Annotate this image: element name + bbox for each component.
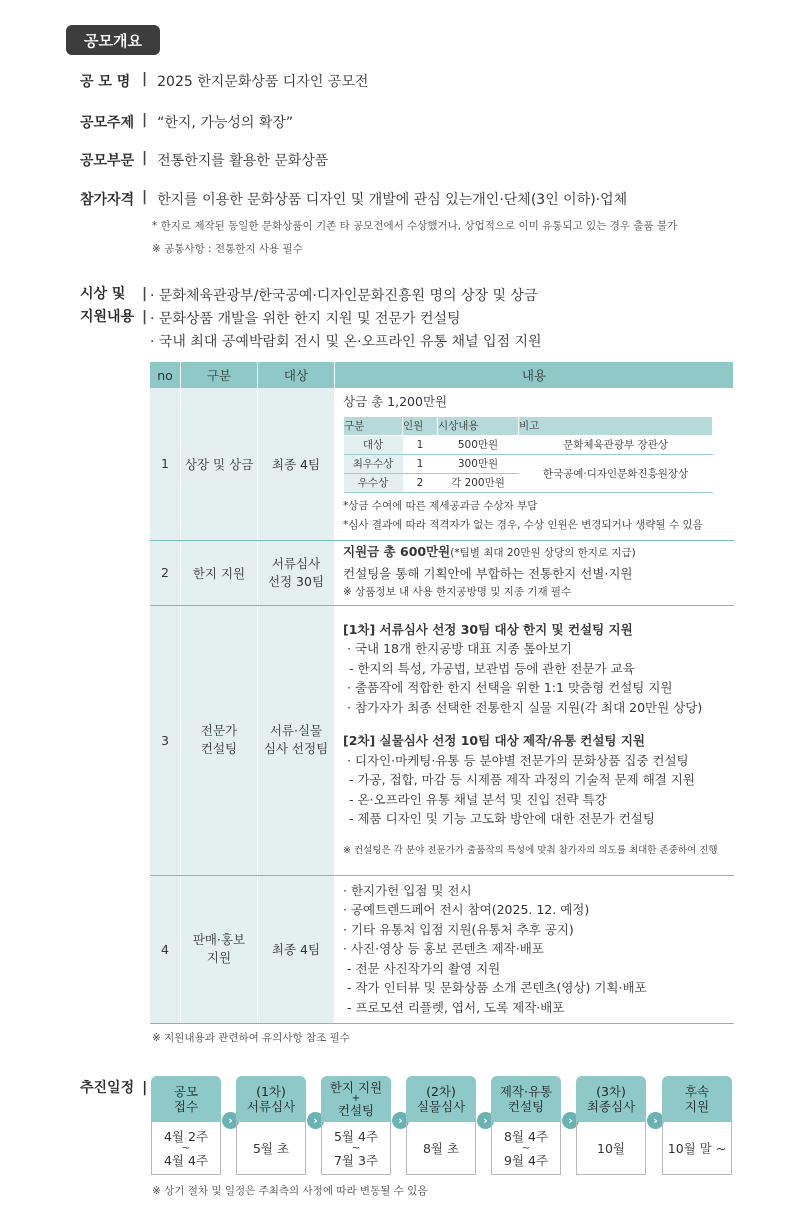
phase2-item: · 디자인·마케팅·유통 등 분야별 전문가의 문화상품 집중 컨설팅	[347, 752, 689, 768]
prize-header: 구분	[344, 416, 403, 435]
table-header: 대상	[258, 362, 335, 388]
overview-value: 한지를 이용한 문화상품 디자인 및 개발에 관심 있는개인·단체(3인 이하)·업체	[157, 192, 628, 208]
overview-category-row: 공모부문 | 전통한지를 활용한 문화상품	[80, 150, 329, 169]
schedule-step: 공모 접수 4월 2주 ~ 4월 4주	[151, 1076, 221, 1175]
table-header: no	[150, 362, 181, 388]
overview-theme-row: 공모주제 | “한지, 가능성의 확장”	[80, 112, 294, 131]
table-header: 내용	[335, 362, 734, 388]
overview-label: 참가자격	[80, 192, 135, 208]
promo-item: - 작가 인터뷰 및 문화상품 소개 콘텐츠(영상) 기획·배포	[347, 980, 647, 996]
schedule-step: 후속 지원 10월 말 ~	[662, 1076, 732, 1175]
prize-note: *심사 결과에 따라 적격자가 없는 경우, 수상 인원은 변경되거나 생략될 수 있음	[343, 519, 703, 531]
prize-row: 최우수상 1 300만원 한국공예·디자인문화진흥원장상	[344, 454, 713, 473]
overview-value: 전통한지를 활용한 문화상품	[157, 153, 329, 169]
row-no: 1	[150, 388, 181, 540]
phase2-title: [2차] 실물심사 선정 10팀 대상 제작/유통 컨설팅 지원	[343, 733, 645, 749]
consulting-note: ※ 컨설팅은 각 분야 전문가가 출품작의 특성에 맞춰 참가자의 의도를 최대한 존중하여 진행	[343, 844, 718, 856]
row-type: 전문가 컨설팅	[181, 605, 258, 875]
overview-label: 공모주제	[80, 115, 135, 131]
table-row	[150, 388, 734, 540]
table-row	[150, 605, 734, 875]
eligibility-note: * 한지로 제작된 동일한 문화상품이 기존 타 공모전에서 수상했거나, 상업적으로 이미 유통되고 있는 경우 출품 불가	[152, 220, 678, 232]
section-badge: 공모개요	[66, 25, 160, 55]
phase1-item: · 국내 18개 한지공방 대표 지종 톺아보기	[347, 641, 572, 657]
schedule-label: 추진일정 |	[80, 1080, 148, 1096]
phase2-item: - 가공, 접합, 마감 등 시제품 제작 과정의 기술적 문제 해결 지원	[349, 772, 695, 788]
row-target: 서류·실물 심사 선정팀	[258, 605, 335, 875]
schedule-footnote: ※ 상기 절차 및 일정은 주최측의 사정에 따라 변동될 수 있음	[152, 1185, 428, 1197]
row-type: 한지 지원	[181, 540, 258, 605]
promo-item: · 공예트렌드페어 전시 참여(2025. 12. 예정)	[343, 902, 590, 918]
phase1-item: · 출품작에 적합한 한지 선택을 위한 1:1 맞춤형 컨설팅 지원	[347, 680, 673, 696]
promo-item: · 사진·영상 등 홍보 콘텐츠 제작·배포	[343, 941, 544, 957]
phase1-item: · 참가자가 최종 선택한 전통한지 실물 지원(각 최대 20만원 상당)	[347, 699, 703, 715]
row-target: 최종 4팀	[258, 388, 335, 540]
schedule-step: (3차) 최종심사 10월	[576, 1076, 646, 1175]
chevron-right-icon: ›	[477, 1112, 494, 1129]
prize-header: 인원	[403, 416, 438, 435]
overview-name-row: 공 모 명 | 2025 한지문화상품 디자인 공모전	[80, 71, 369, 90]
row-content	[335, 540, 734, 605]
row-target: 최종 4팀	[258, 875, 335, 1023]
grant-total: 지원금 총 600만원	[343, 544, 451, 560]
prize-total: 상금 총 1,200만원	[343, 394, 448, 409]
phase2-item: - 온·오프라인 유통 채널 분석 및 진입 전략 특강	[349, 791, 607, 807]
support-table	[150, 362, 734, 1024]
schedule-step: 한지 지원 + 컨설팅 5월 4주 ~ 7월 3주	[321, 1076, 391, 1175]
chevron-right-icon: ›	[392, 1112, 409, 1129]
prize-header: 시상내용	[438, 416, 519, 435]
promo-item: · 기타 유통처 입점 지원(유통처 추후 공지)	[343, 921, 574, 937]
row-content	[335, 388, 734, 540]
promo-item: - 전문 사진작가의 촬영 지원	[347, 960, 501, 976]
table-row	[150, 540, 734, 605]
awards-bullet: · 문화체육관광부/한국공예·디자인문화진흥원 명의 상장 및 상금	[150, 288, 538, 304]
row-target: 서류심사 선정 30팀	[258, 540, 335, 605]
table-header: 구분	[181, 362, 258, 388]
awards-bullet: · 문화상품 개발을 위한 한지 지원 및 전문가 컨설팅	[150, 311, 461, 327]
promo-item: - 프로모션 리플렛, 엽서, 도록 제작·배포	[347, 999, 565, 1015]
awards-label: 시상 및 지원내용	[80, 286, 135, 325]
overview-value: “한지, 가능성의 확장”	[157, 115, 294, 131]
common-note: ※ 공통사항 : 전통한지 사용 필수	[152, 243, 303, 255]
chevron-right-icon: ›	[562, 1112, 579, 1129]
overview-label: 공모부문	[80, 153, 135, 169]
row-content	[335, 875, 734, 1023]
schedule-step: (2차) 실물심사 8월 초	[406, 1076, 476, 1175]
row-content	[335, 605, 734, 875]
phase1-title: [1차] 서류심사 선정 30팀 대상 한지 및 컨설팅 지원	[343, 621, 633, 637]
table-header-row	[150, 362, 734, 388]
prize-header: 비고	[519, 416, 713, 435]
schedule-step: 제작·유통 컨설팅 8월 4주 ~ 9월 4주	[491, 1076, 561, 1175]
overview-value: 2025 한지문화상품 디자인 공모전	[157, 74, 369, 90]
awards-bullets	[150, 285, 542, 354]
table-row	[150, 875, 734, 1023]
schedule-step: (1차) 서류심사 5월 초	[236, 1076, 306, 1175]
grant-note: (*팀별 최대 20만원 상당의 한지로 지급)	[450, 547, 636, 560]
chevron-right-icon: ›	[222, 1112, 239, 1129]
awards-label-row: 시상 및 지원내용 | |	[80, 283, 157, 329]
prize-note: *상금 수여에 따른 제세공과금 수상자 부담	[343, 499, 538, 512]
row-type: 판매·홍보 지원	[181, 875, 258, 1023]
promo-item: · 한지가헌 입점 및 전시	[343, 882, 472, 898]
grant-requirement: ※ 상품정보 내 사용 한지공방명 및 지종 기재 필수	[343, 586, 572, 599]
overview-eligibility-row: 참가자격 | 한지를 이용한 문화상품 디자인 및 개발에 관심 있는개인·단체(3인 이하)·업체	[80, 189, 628, 208]
chevron-right-icon: ›	[307, 1112, 324, 1129]
row-no: 2	[150, 540, 181, 605]
row-no: 4	[150, 875, 181, 1023]
awards-bullet: · 국내 최대 공예박람회 전시 및 온·오프라인 유통 채널 입점 지원	[150, 334, 542, 350]
chevron-right-icon: ›	[647, 1112, 664, 1129]
prize-row: 대상 1 500만원 문화체육관광부 장관상	[344, 435, 713, 454]
phase2-item: - 제품 디자인 및 기능 고도화 방안에 대한 전문가 컨설팅	[349, 811, 655, 827]
grant-desc: 컨설팅을 통해 기획안에 부합하는 전통한지 선별·지원	[343, 565, 633, 581]
overview-label: 공 모 명	[80, 74, 131, 90]
prize-table	[343, 416, 713, 493]
row-no: 3	[150, 605, 181, 875]
row-type: 상장 및 상금	[181, 388, 258, 540]
table-footnote: ※ 지원내용과 관련하여 유의사항 참조 필수	[152, 1032, 350, 1044]
phase1-item: - 한지의 특성, 가공법, 보관법 등에 관한 전문가 교육	[349, 660, 635, 676]
prize-row: 우수상 2 각 200만원	[344, 473, 713, 492]
